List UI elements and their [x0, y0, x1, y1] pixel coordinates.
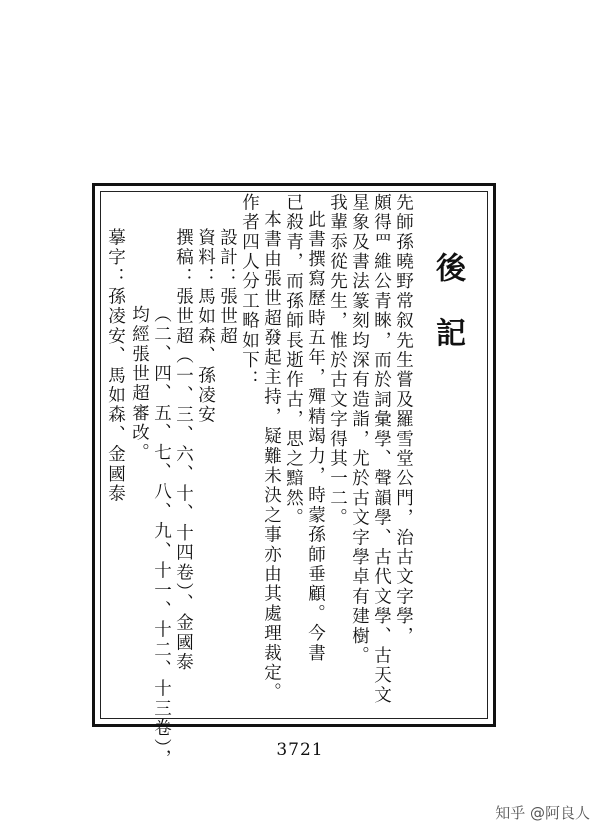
text-column-11: 撰稿：張世超（一、三、六、十、十四卷）、金國泰 [173, 228, 194, 673]
text-column-4: 我輩忝從先生，惟於古文字得其一二。 [327, 193, 348, 528]
text-column-5: 此書撰寫歷時五年，殫精竭力，時蒙孫師垂顧。今書 [305, 210, 326, 664]
text-column-8: 作者四人分工略如下： [239, 193, 260, 390]
text-column-10: 資料：馬如森、孫凌安 [195, 228, 216, 425]
text-column-3: 星象及書法篆刻均深有造詣，尤於古文字學卓有建樹。 [349, 193, 370, 666]
watermark: 知乎 @阿良人 [495, 804, 590, 822]
text-column-12: （二、四、五、七、八、九、十一、十二、十三卷）， [151, 305, 172, 770]
text-column-14: 摹字：孫凌安、馬如森、金國泰 [105, 228, 126, 504]
text-column-7: 本書由張世超發起主持，疑難未決之事亦由其處理裁定。 [261, 210, 282, 703]
page-number: 3721 [276, 740, 324, 760]
text-column-1: 先師孫曉野常叙先生嘗及羅雪堂公門，治古文字學， [393, 193, 414, 647]
text-column-9: 設計：張世超 [217, 228, 238, 347]
document-title: 後 記 [430, 252, 465, 347]
text-column-2: 頗得罒維公青睞，而於詞彙學、聲韻學、古代文學、古天文 [371, 193, 392, 706]
text-column-13: 均經張世超審改。 [129, 305, 150, 463]
text-column-6: 已殺青，而孫師長逝作古，思之黯然。 [283, 193, 304, 528]
